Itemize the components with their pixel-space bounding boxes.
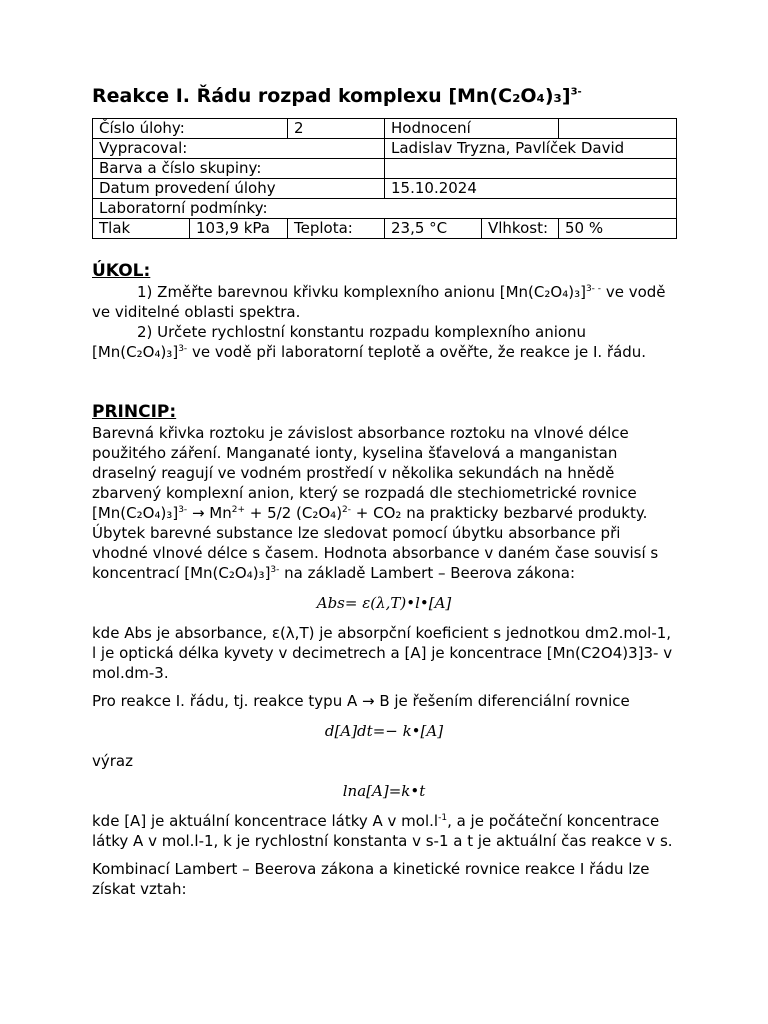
humidity-label: Vlhkost: [482, 219, 559, 239]
p5-sup: -1 [438, 813, 448, 823]
table-row [93, 159, 677, 179]
group-label: Barva a číslo skupiny: [93, 159, 385, 179]
ukol-item-2-charge: 3- [178, 344, 188, 354]
princip-heading: PRINCIP: [92, 402, 177, 422]
author-value: Ladislav Tryzna, Pavlíček David [385, 139, 677, 159]
document-body [92, 84, 676, 899]
ukol-item-2 [92, 322, 676, 362]
equation-differential: d[A]dt=− k•[A] [324, 722, 444, 740]
ukol-item-2-text: 2) Určete rychlostní konstantu rozpadu komplexního anionu [Mn(C₂O₄)₃] [92, 323, 587, 361]
title-text: Reakce I. Řádu rozpad komplexu [Mn(C₂O₄)₃] [92, 85, 571, 107]
princip-paragraph-5 [92, 811, 676, 851]
info-table [92, 118, 677, 239]
task-number-value: 2 [288, 119, 385, 139]
p1-text-e: na základě Lambert – Beerova zákona: [279, 564, 576, 582]
p1-text-a: Barevná křivka roztoku je závislost absorbance roztoku na vlnové délce použitého záření. Manganaté ionty, kyselina šťavelová a manganistan draselný reagují ve vodném prostředí v několika sekundách na hnědě zbarvený komplexní anion, který se rozpadá dle stechiometrické rovnice [Mn(C₂O₄)₃] [92, 424, 637, 522]
humidity-value: 50 % [559, 219, 677, 239]
ukol-item-1-text-end: ve vodě ve viditelné oblasti spektra. [92, 283, 666, 321]
date-label: Datum provedení úlohy [93, 179, 385, 199]
table-row [93, 179, 677, 199]
table-row [93, 199, 677, 219]
p5-text-b: , a je počáteční koncentrace látky A v mol.l-1, k je rychlostní konstanta v s-1 a t je aktuální čas reakce v s. [92, 812, 673, 850]
p5-text-a: kde [A] je aktuální koncentrace látky A v mol.l [92, 812, 439, 830]
document-title [92, 84, 676, 108]
table-row [93, 119, 677, 139]
rating-label: Hodnocení [385, 119, 559, 139]
equation-log: lna[A]=k•t [342, 782, 426, 800]
pressure-label: Tlak [93, 219, 190, 239]
date-value: 15.10.2024 [385, 179, 677, 199]
princip-paragraph-4: výraz [92, 752, 133, 770]
p1-sup-4: 3- [270, 565, 280, 575]
rating-value [559, 119, 677, 139]
table-row [93, 219, 677, 239]
princip-paragraph-3: Pro reakce I. řádu, tj. reakce typu A → B je řešením diferenciální rovnice [92, 692, 630, 710]
p1-sup-3: 2- [342, 505, 352, 515]
temperature-value: 23,5 °C [385, 219, 482, 239]
ukol-item-1 [92, 282, 676, 322]
p1-sup-1: 3- [178, 505, 188, 515]
group-value [385, 159, 677, 179]
p1-text-c: + 5/2 (C₂O₄) [245, 504, 343, 522]
princip-paragraph-2: kde Abs je absorbance, ε(λ,T) je absorpční koeficient s jednotkou dm2.mol-1, l je optická délka kyvety v decimetrech a [A] je koncentrace [Mn(C2O4)3]3- v mol.dm-3. [92, 624, 673, 682]
temperature-label: Teplota: [288, 219, 385, 239]
lab-conditions-label: Laboratorní podmínky: [93, 199, 677, 219]
p1-sup-2: 2+ [231, 505, 246, 515]
title-charge: 3- [570, 86, 582, 98]
princip-paragraph-1 [92, 423, 676, 583]
pressure-value: 103,9 kPa [190, 219, 288, 239]
table-row [93, 139, 677, 159]
author-label: Vypracoval: [93, 139, 385, 159]
ukol-heading: ÚKOL: [92, 261, 151, 281]
equation-lambert-beer: Abs= ε(λ,T)•l•[A] [316, 594, 452, 612]
ukol-item-1-text: 1) Změřte barevnou křivku komplexního anionu [Mn(C₂O₄)₃] [137, 283, 586, 301]
task-number-label: Číslo úlohy: [93, 119, 288, 139]
p1-text-b: → Mn [187, 504, 232, 522]
p1-text-d: + CO₂ na prakticky bezbarvé produkty. Úbytek barevné substance lze sledovat pomocí úbytku absorbance při vhodné vlnové délce s časem. Hodnota absorbance v daném čase souvisí s koncentrací [Mn(C₂O₄)₃] [92, 504, 659, 582]
ukol-item-2-text-end: ve vodě při laboratorní teplotě a ověřte, že reakce je I. řádu. [187, 343, 647, 361]
ukol-item-1-charge: 3- - [585, 284, 602, 294]
princip-paragraph-6: Kombinací Lambert – Beerova zákona a kinetické rovnice reakce I řádu lze získat vztah: [92, 860, 650, 898]
